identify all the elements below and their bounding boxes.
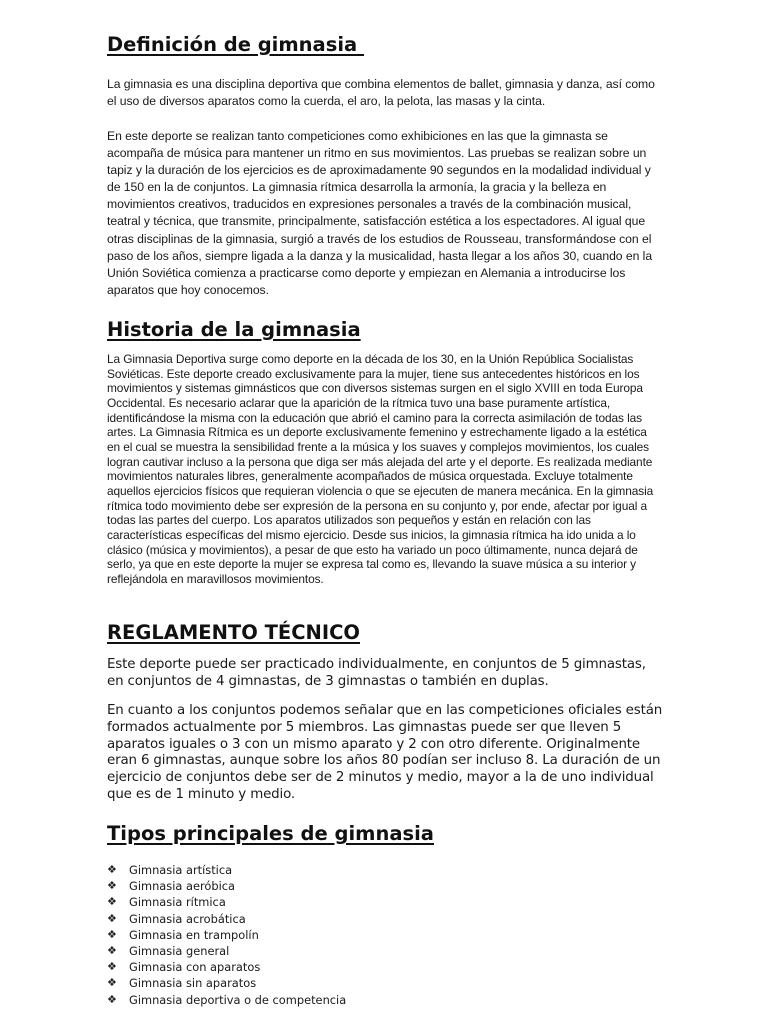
historia-paragraph: La Gimnasia Deportiva surge como deporte en la década de los 30, en la Unión República Socialistas Soviéticas. Este deporte creado exclusivamente para la mujer, tiene sus antecedentes históricos en los movimientos y sistemas gimnásticos que con diversos sistemas surgen en el siglo XVIII en toda Europa Occidental. Es necesario aclarar que la aparición de la rítmica tuvo una base puramente artística, identificándose la misma con la educación que abrió el camino para la correcta asimilación de todas las artes. La Gimnasia Rítmica es un deporte exclusivamente femenino y estrechamente ligado a la estética en el cual se muestra la sensibilidad frente a la música y los suaves y complejos movimientos, los cuales logran cautivar incluso a la persona que diga ser más alejada del arte y el deporte. Es realizada mediante movimientos naturales libres, generalmente acompañados de música orquestada. Excluye totalmente aquellos ejercicios físicos que requieran violencia o que se ejecuten de manera mecánica. En la gimnasia rítmica todo movimiento debe ser expresión de la persona en su conjunto y, por ende, afectar por igual a todas las partes del cuerpo. Los aparatos utilizados son pequeños y están en relación con las características específicas del mismo ejercicio. Desde sus inicios, la gimnasia rítmica ha ido unida a lo clásico (música y movimientos), a pesar de que esto ha variado un poco últimamente, nunca dejará de serlo, ya que en este deporte la mujer se expresa tal como es, llevando la suave música a su interior y reflejándola en maravillosos movimientos. xyxy=(107,352,654,586)
list-item-label: Gimnasia general xyxy=(129,944,230,959)
list-item-label: Gimnasia artística xyxy=(129,863,233,877)
definicion-paragraph-2: En este deporte se realizan tanto competiciones como exhibiciones en las que la gimnasta se acompaña de música para mantener un ritmo en sus movimientos. Las pruebas se realizan sobre un tapiz y la duración de los ejercicios es de aproximadamente 90 segundos en la modalidad individual y de 150 en la de conjuntos. La gimnasia rítmica desarrolla la armonía, la gracia y la belleza en movimientos creativos, traducidos en expresiones personales a través de la combinación musical, teatral y técnica, que transmite, principalmente, satisfacción estética a los espectadores. Al igual que otras disciplinas de la gimnasia, surgió a través de los estudios de Rousseau, transformándose con el paso de los años, siempre ligada a la danza y la musicalidad, hasta llegar a los años 30, cuando en la Unión Soviética comienza a practicarse como deporte y empiezan en Alemania a introducirse los aparatos que hoy conocemos. xyxy=(107,129,653,297)
list-item-label: Gimnasia en trampolín xyxy=(129,927,259,942)
diamond-bullet-icon: ❖ xyxy=(107,927,117,941)
list-item-label: Gimnasia con aparatos xyxy=(129,960,261,975)
heading-reglamento: REGLAMENTO TÉCNICO xyxy=(107,621,360,644)
list-item-label: Gimnasia aeróbica xyxy=(129,879,236,894)
list-item xyxy=(107,862,346,878)
list-item-label: Gimnasia acrobática xyxy=(129,911,246,926)
list-item xyxy=(107,911,346,927)
list-item xyxy=(107,975,346,991)
heading-definicion: Definición de gimnasia xyxy=(107,33,364,56)
diamond-bullet-icon: ❖ xyxy=(107,911,117,925)
list-item xyxy=(107,943,346,959)
list-item xyxy=(107,959,346,975)
diamond-bullet-icon: ❖ xyxy=(107,960,117,974)
heading-tipos: Tipos principales de gimnasia xyxy=(107,822,434,845)
list-item-label: Gimnasia rítmica xyxy=(129,895,226,910)
list-item xyxy=(107,878,346,894)
list-item xyxy=(107,927,346,943)
heading-historia: Historia de la gimnasia xyxy=(107,318,361,341)
definicion-paragraph-1: La gimnasia es una disciplina deportiva que combina elementos de ballet, gimnasia y danza, así como el uso de diversos aparatos como la cuerda, el aro, la pelota, las masas y la cinta. xyxy=(107,77,655,109)
diamond-bullet-icon: ❖ xyxy=(107,992,117,1006)
list-item xyxy=(107,894,346,910)
list-item xyxy=(107,992,346,1008)
diamond-bullet-icon: ❖ xyxy=(107,895,117,909)
reglamento-paragraph-2: En cuanto a los conjuntos podemos señalar que en las competiciones oficiales están formados actualmente por 5 miembros. Las gimnastas puede ser que lleven 5 aparatos iguales o 3 con un mismo aparato y 2 con otro diferente. Originalmente eran 6 gimnastas, aunque sobre los años 80 podían ser incluso 8. La duración de un ejercicio de conjuntos debe ser de 2 minutos y medio, mayor a la de uno individual que es de 1 minuto y medio. xyxy=(107,703,663,802)
reglamento-paragraph-1: Este deporte puede ser practicado individualmente, en conjuntos de 5 gimnastas, en conjuntos de 4 gimnastas, de 3 gimnastas o también en duplas. xyxy=(107,657,646,689)
diamond-bullet-icon: ❖ xyxy=(107,944,117,958)
diamond-bullet-icon: ❖ xyxy=(107,879,117,893)
diamond-bullet-icon: ❖ xyxy=(107,863,117,876)
list-item-label: Gimnasia deportiva o de competencia xyxy=(129,992,347,1007)
diamond-bullet-icon: ❖ xyxy=(107,976,117,990)
tipos-list xyxy=(107,862,346,1008)
list-item-label: Gimnasia sin aparatos xyxy=(129,976,257,991)
